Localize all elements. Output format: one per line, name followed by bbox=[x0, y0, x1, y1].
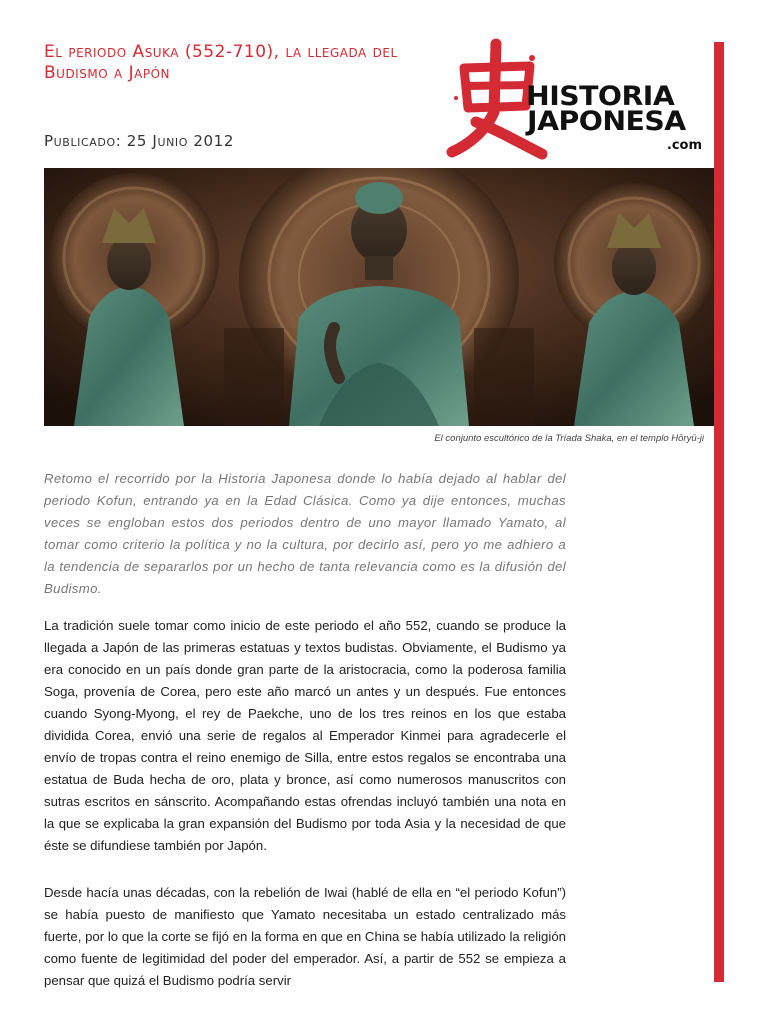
body-paragraph-2: Desde hacía unas décadas, con la rebelión de Iwai (hablé de ella en “el periodo Kofun”) se había puesto de manifiesto que Yamato necesitaba un estado centralizado más fuerte, por lo que la corte se fijó en la forma en que en China se había utilizado la religión como fuente de legitimidad del poder del emperador. Así, a partir de 552 se empieza a pensar que quizá el Budismo podría servir bbox=[44, 885, 566, 988]
site-logo[interactable] bbox=[440, 38, 712, 160]
publish-date: Publicado: 25 Junio 2012 bbox=[44, 132, 234, 150]
triad-photo bbox=[44, 168, 714, 426]
article-title: El periodo Asuka (552-710), la llegada del Budismo a Japón bbox=[44, 42, 398, 83]
photo-caption: El conjunto escultórico de la Tríada Shaka, en el templo Hōryū-ji bbox=[434, 433, 704, 444]
body-paragraph-1: La tradición suele tomar como inicio de este periodo el año 552, cuando se produce la llegada a Japón de las primeras estatuas y textos budistas. Obviamente, el Budismo ya era conocido en un país donde gran parte de la aristocracia, como la poderosa familia Soga, provenía de Corea, pero este año marcó un antes y un después. Fue entonces cuando Syong-Myong, el rey de Paekche, uno de los tres reinos en los que estaba dividida Corea, envió una serie de regalos al Emperador Kinmei para agradecerle el envío de tropas contra el reino enemigo de Silla, entre estos regalos se encontraba una estatua de Buda hecha de oro, plata y bronce, así como numerosos manuscritos con sutras escritos en sánscrito. Acompañando estas ofrendas incluyó también una nota en la que se explicaba la gran expansión del Budismo por toda Asia y la necesidad de que éste se difundiese también por Japón. bbox=[44, 618, 566, 853]
logo-suffix: .com bbox=[666, 138, 702, 153]
logo-line-1: HISTORIA bbox=[526, 81, 675, 112]
logo-wordmark bbox=[526, 81, 686, 137]
logo-line-2: JAPONESA bbox=[527, 106, 686, 137]
intro-paragraph: Retomo el recorrido por la Historia Japonesa donde lo había dejado al hablar del periodo Kofun, entrando ya en la Edad Clásica. Como ya dije entonces, muchas veces se engloban estos dos periodos dentro de uno mayor llamado Yamato, al tomar como criterio la política y no la cultura, por decirlo así, pero yo me adhiero a la tendencia de separarlos por un hecho de tanta relevancia como es la difusión del Budismo. bbox=[44, 471, 566, 596]
accent-sidebar bbox=[714, 42, 724, 982]
